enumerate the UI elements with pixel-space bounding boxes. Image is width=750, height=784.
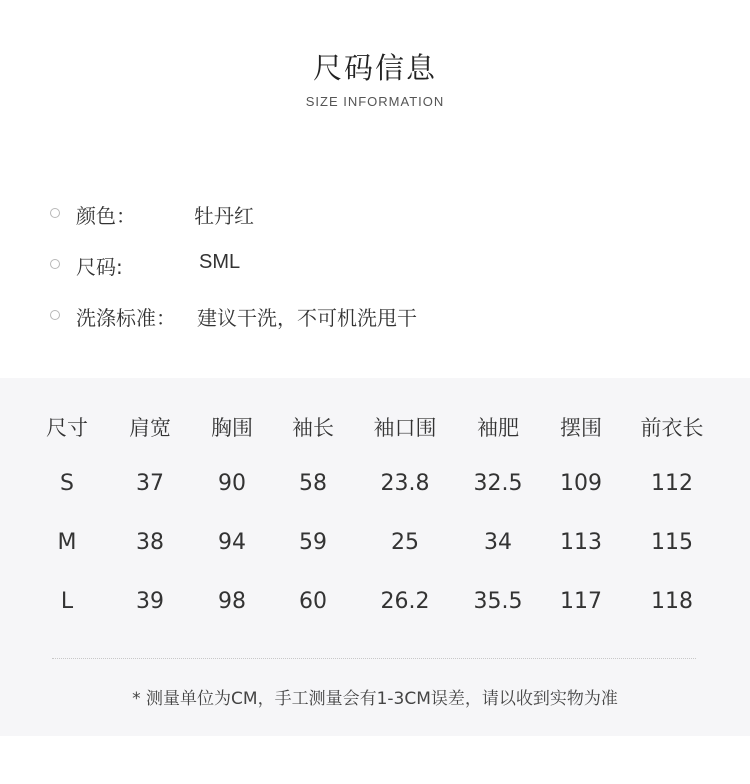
table-header-cell: 摆围 bbox=[560, 416, 602, 440]
table-cell: 115 bbox=[651, 530, 693, 555]
table-header-cell: 胸围 bbox=[211, 416, 253, 440]
info-label-color: 颜色： bbox=[76, 204, 136, 228]
table-cell: 26.2 bbox=[380, 589, 430, 614]
measurement-note: * 测量单位为CM，手工测量会有1-3CM误差，请以收到实物为准 bbox=[132, 689, 618, 709]
table-cell: 118 bbox=[651, 589, 693, 614]
table-cell: S bbox=[60, 471, 74, 496]
header bbox=[0, 0, 750, 130]
table-cell: 32.5 bbox=[473, 471, 523, 496]
info-value-washing: 建议干洗，不可机洗甩干 bbox=[197, 306, 417, 330]
dotted-divider bbox=[52, 658, 696, 659]
page-subtitle: SIZE INFORMATION bbox=[305, 94, 445, 109]
table-header-cell: 前衣长 bbox=[640, 416, 704, 440]
info-label-size: 尺码: bbox=[76, 255, 123, 279]
info-row-washing bbox=[0, 297, 750, 333]
info-value-color: 牡丹红 bbox=[194, 204, 254, 228]
size-table bbox=[0, 378, 750, 736]
circle-bullet-icon bbox=[50, 310, 60, 320]
info-row-color bbox=[0, 195, 750, 231]
table-cell: 113 bbox=[560, 530, 602, 555]
table-cell: 60 bbox=[299, 589, 327, 614]
table-header-cell: 袖长 bbox=[292, 416, 334, 440]
table-cell: 37 bbox=[136, 471, 164, 496]
table-cell: M bbox=[57, 530, 77, 555]
table-cell: 38 bbox=[136, 530, 164, 555]
table-cell: 109 bbox=[560, 471, 602, 496]
table-cell: L bbox=[60, 589, 74, 614]
table-cell: 23.8 bbox=[380, 471, 430, 496]
circle-bullet-icon bbox=[50, 208, 60, 218]
info-value-size: SML bbox=[199, 251, 241, 273]
table-header-cell: 肩宽 bbox=[129, 416, 171, 440]
info-label-washing: 洗涤标准： bbox=[76, 306, 176, 330]
table-cell: 98 bbox=[218, 589, 246, 614]
table-cell: 39 bbox=[136, 589, 164, 614]
table-cell: 25 bbox=[391, 530, 419, 555]
table-cell: 112 bbox=[651, 471, 693, 496]
page-title: 尺码信息 bbox=[312, 51, 437, 85]
table-cell: 90 bbox=[218, 471, 246, 496]
table-header-cell: 尺寸 bbox=[46, 416, 88, 440]
circle-bullet-icon bbox=[50, 259, 60, 269]
table-cell: 117 bbox=[560, 589, 602, 614]
table-header-cell: 袖口围 bbox=[373, 416, 437, 440]
table-cell: 34 bbox=[484, 530, 512, 555]
table-header-cell: 袖肥 bbox=[477, 416, 519, 440]
table-cell: 94 bbox=[218, 530, 246, 555]
table-cell: 59 bbox=[299, 530, 327, 555]
info-row-size bbox=[0, 246, 750, 282]
table-cell: 35.5 bbox=[473, 589, 523, 614]
table-cell: 58 bbox=[299, 471, 327, 496]
